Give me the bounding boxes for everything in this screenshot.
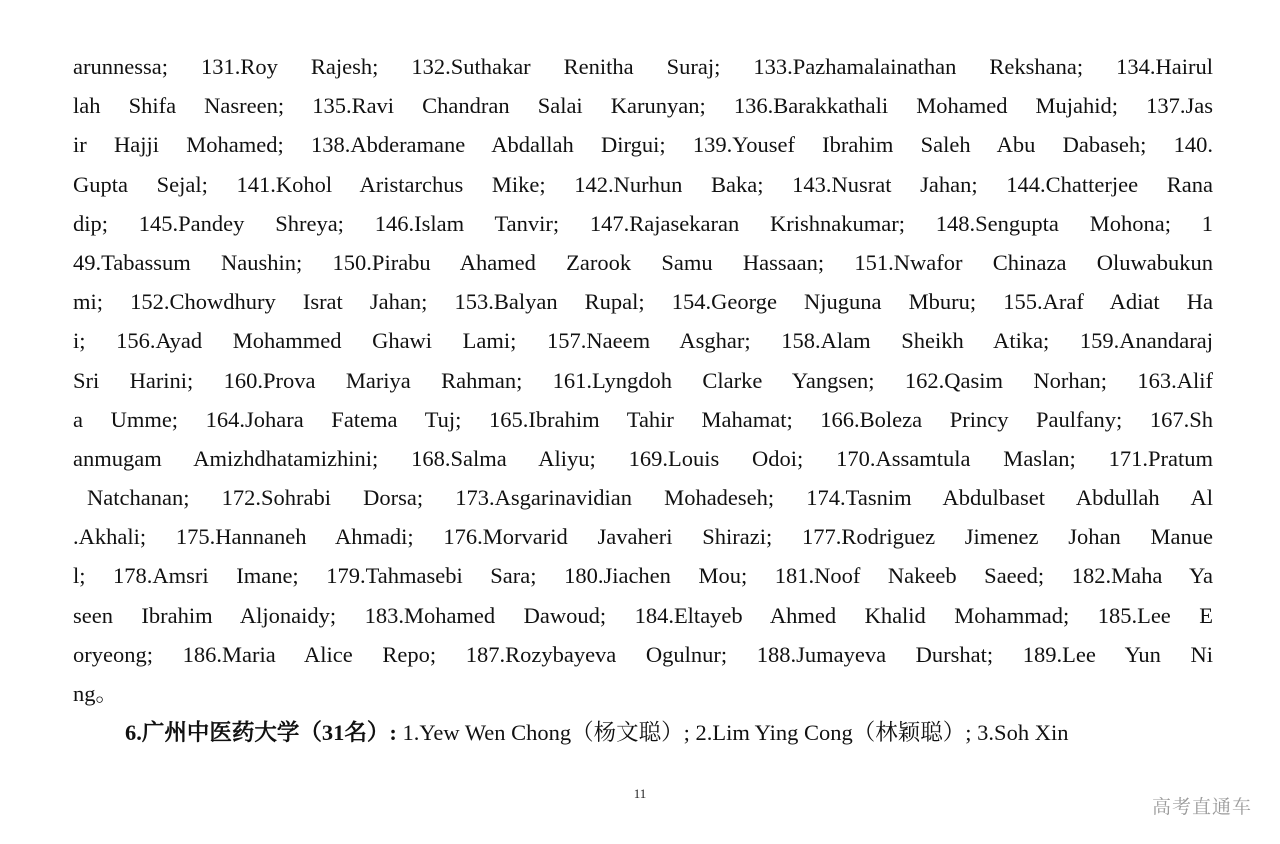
text-line: oryeong; 186.Maria Alice Repo; 187.Rozybayeva Ogulnur; 188.Jumayeva Durshat; 189.Lee Yun Ni	[73, 641, 1213, 667]
text-line: ng。	[73, 681, 119, 706]
text-line: i; 156.Ayad Mohammed Ghawi Lami; 157.Naeem Asghar; 158.Alam Sheikh Atika; 159.Anandaraj	[73, 328, 1213, 354]
text-line: Gupta Sejal; 141.Kohol Aristarchus Mike; 142.Nurhun Baka; 143.Nusrat Jahan; 144.Chatterjee Rana	[73, 171, 1213, 197]
text-line: anmugam Amizhdhatamizhini; 168.Salma Aliyu; 169.Louis Odoi; 170.Assamtula Maslan; 171.Pratum	[73, 445, 1213, 471]
text-line: lah Shifa Nasreen; 135.Ravi Chandran Salai Karunyan; 136.Barakkathali Mohamed Mujahid; 137.Jas	[73, 93, 1213, 119]
text-line: l; 178.Amsri Imane; 179.Tahmasebi Sara; 180.Jiachen Mou; 181.Noof Nakeeb Saeed; 182.Maha Ya	[73, 563, 1213, 589]
text-line: arunnessa; 131.Roy Rajesh; 132.Suthakar Renitha Suraj; 133.Pazhamalainathan Rekshana; 134.Hairul	[73, 54, 1213, 79]
text-line: dip; 145.Pandey Shreya; 146.Islam Tanvir; 147.Rajasekaran Krishnakumar; 148.Sengupta Mohona; 1	[73, 210, 1213, 236]
section-text: 1.Yew Wen Chong（杨文聪）; 2.Lim Ying Cong（林颖聪）; 3.Soh Xin	[396, 720, 1069, 746]
section-heading: 6.广州中医药大学（31名）:	[125, 720, 397, 746]
document-body	[73, 47, 1213, 752]
text-line: a Umme; 164.Johara Fatema Tuj; 165.Ibrahim Tahir Mahamat; 166.Boleza Princy Paulfany; 167.Sh	[73, 406, 1213, 432]
text-line: seen Ibrahim Aljonaidy; 183.Mohamed Dawoud; 184.Eltayeb Ahmed Khalid Mohammad; 185.Lee E	[73, 602, 1213, 628]
text-line: Natchanan; 172.Sohrabi Dorsa; 173.Asgarinavidian Mohadeseh; 174.Tasnim Abdulbaset Abdullah Al	[87, 485, 1213, 511]
text-line: 49.Tabassum Naushin; 150.Pirabu Ahamed Zarook Samu Hassaan; 151.Nwafor Chinaza Oluwabukun	[73, 249, 1213, 275]
page-number: 11	[633, 786, 647, 801]
text-line: ir Hajji Mohamed; 138.Abderamane Abdallah Dirgui; 139.Yousef Ibrahim Saleh Abu Dabaseh; 140.	[73, 132, 1213, 158]
text-line: mi; 152.Chowdhury Israt Jahan; 153.Balyan Rupal; 154.George Njuguna Mburu; 155.Araf Adiat Ha	[73, 289, 1213, 315]
text-line: .Akhali; 175.Hannaneh Ahmadi; 176.Morvarid Javaheri Shirazi; 177.Rodriguez Jimenez Johan Manue	[73, 524, 1213, 550]
section-paragraph	[73, 713, 1213, 752]
text-line: Sri Harini; 160.Prova Mariya Rahman; 161.Lyngdoh Clarke Yangsen; 162.Qasim Norhan; 163.Alif	[73, 367, 1213, 393]
watermark: 高考直通车	[1151, 796, 1252, 818]
